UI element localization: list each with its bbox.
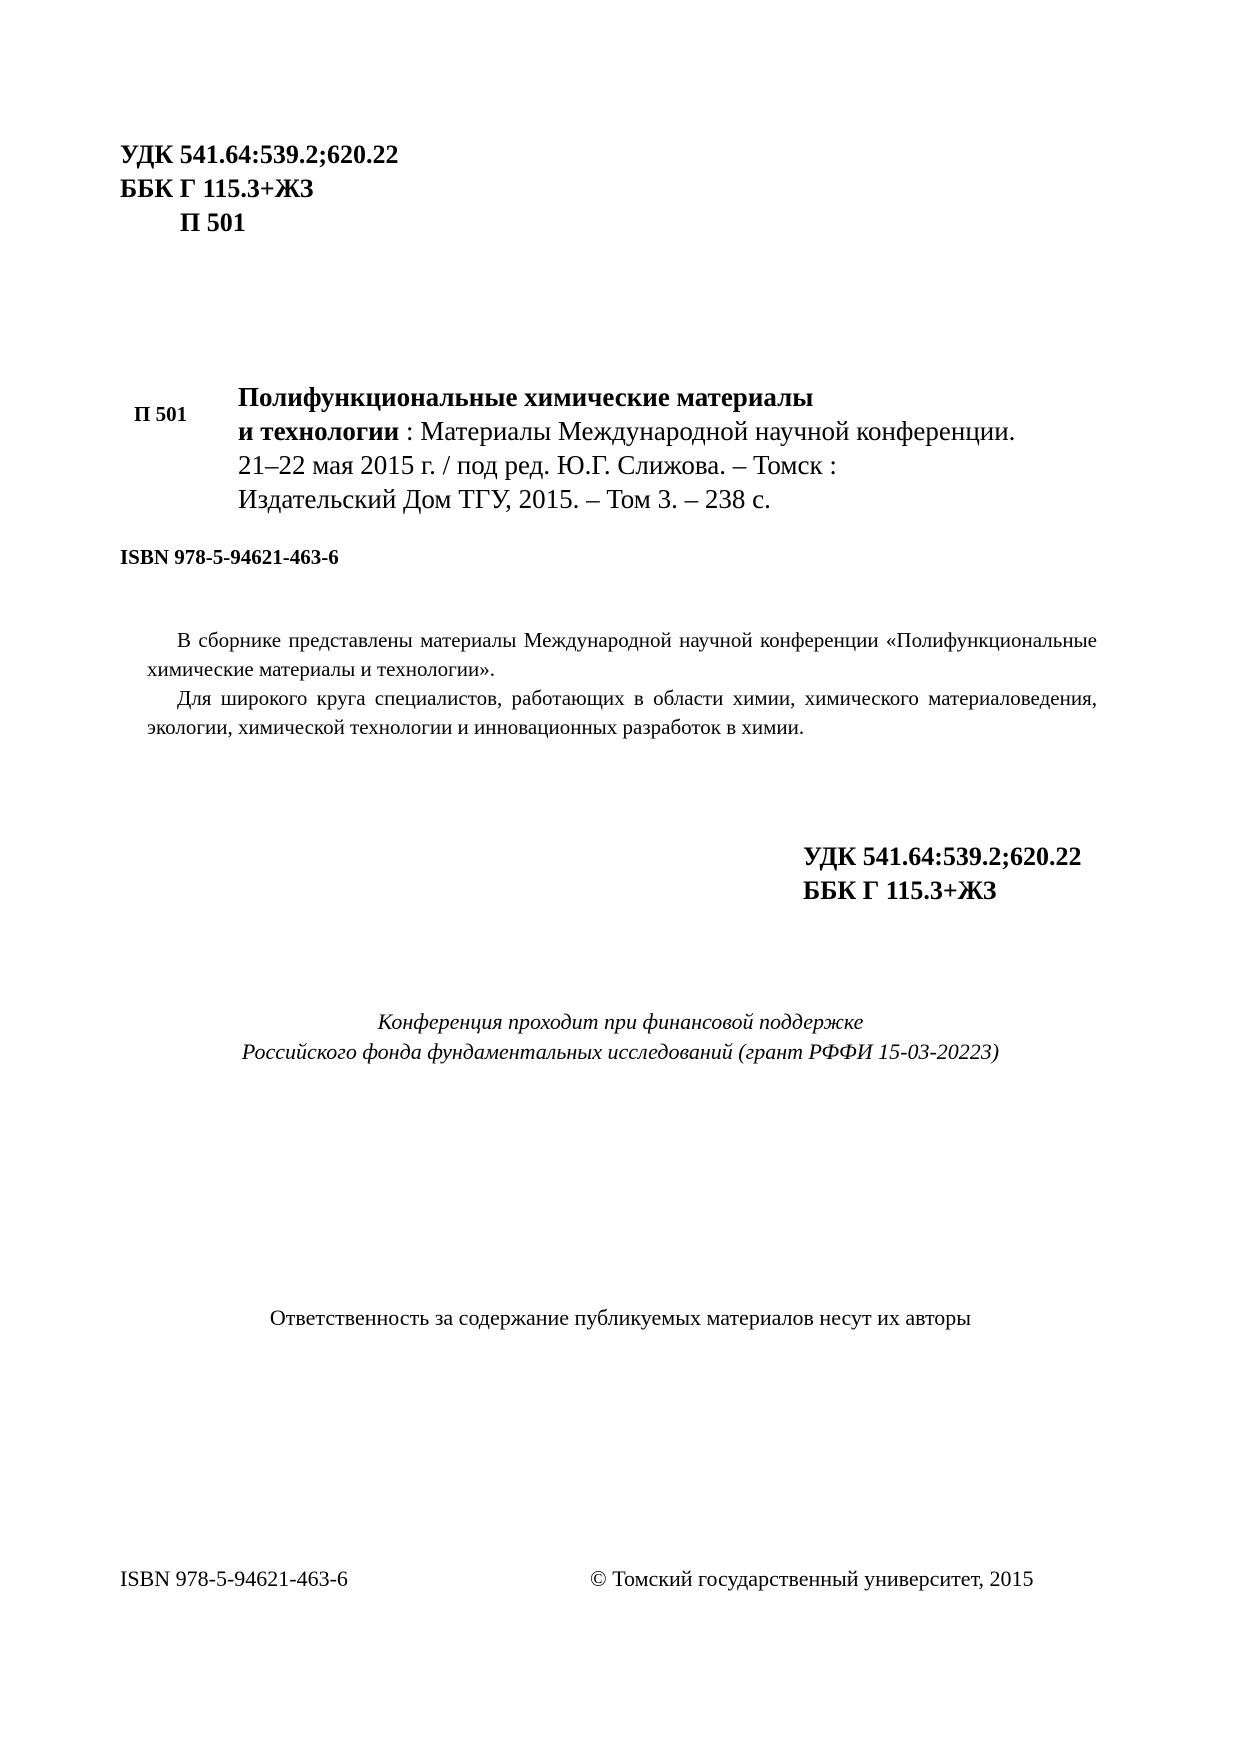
funding-line-2: Российского фонда фундаментальных исследований (грант РФФИ 15-03-20223) <box>241 1039 1000 1064</box>
footer-copyright: © Томский государственный университет, 2015 <box>590 1566 1034 1591</box>
bbk-code: ББК Г 115.3+ЖЗ <box>120 174 314 203</box>
catalog-title-line1: Полифункциональные химические материалы <box>238 382 814 412</box>
catalog-entry-line3: 21–22 мая 2015 г. / под ред. Ю.Г. Слижова. – Томск : <box>238 450 837 480</box>
isbn-heading: ISBN 978-5-94621-463-6 <box>120 545 339 569</box>
catalog-entry-code: П 501 <box>134 402 188 426</box>
catalog-entry-line4: Издательский Дом ТГУ, 2015. – Том 3. – 238 с. <box>238 484 771 514</box>
footer-isbn: ISBN 978-5-94621-463-6 <box>120 1566 348 1591</box>
catalog-title-rest: : Материалы Международной научной конференции. <box>399 416 1016 446</box>
udk-code-right: УДК 541.64:539.2;620.22 <box>803 842 1082 871</box>
author-sign-code: П 501 <box>180 208 246 237</box>
bbk-code-right: ББК Г 115.3+ЖЗ <box>803 876 997 905</box>
catalog-entry <box>238 380 1015 516</box>
classification-block-right <box>803 840 1082 908</box>
udk-code: УДК 541.64:539.2;620.22 <box>120 140 399 169</box>
responsibility-note: Ответственность за содержание публикуемых материалов несут их авторы <box>269 1305 972 1330</box>
catalog-title-line2 <box>238 414 1015 448</box>
funding-line-1: Конференция проходит при финансовой поддержке <box>377 1009 864 1034</box>
catalog-title-bold-part: и технологии <box>238 416 400 446</box>
annotation <box>147 626 1097 742</box>
classification-block-top <box>120 138 399 240</box>
funding-note <box>0 1007 1241 1067</box>
annotation-paragraph-2: Для широкого круга специалистов, работающих в области химии, химического материаловедения, экологии, химической технологии и инновационных разработок в химии. <box>147 686 1097 739</box>
annotation-paragraph-1: В сборнике представлены материалы Международной научной конференции «Полифункциональные химические материалы и технологии». <box>147 628 1097 681</box>
